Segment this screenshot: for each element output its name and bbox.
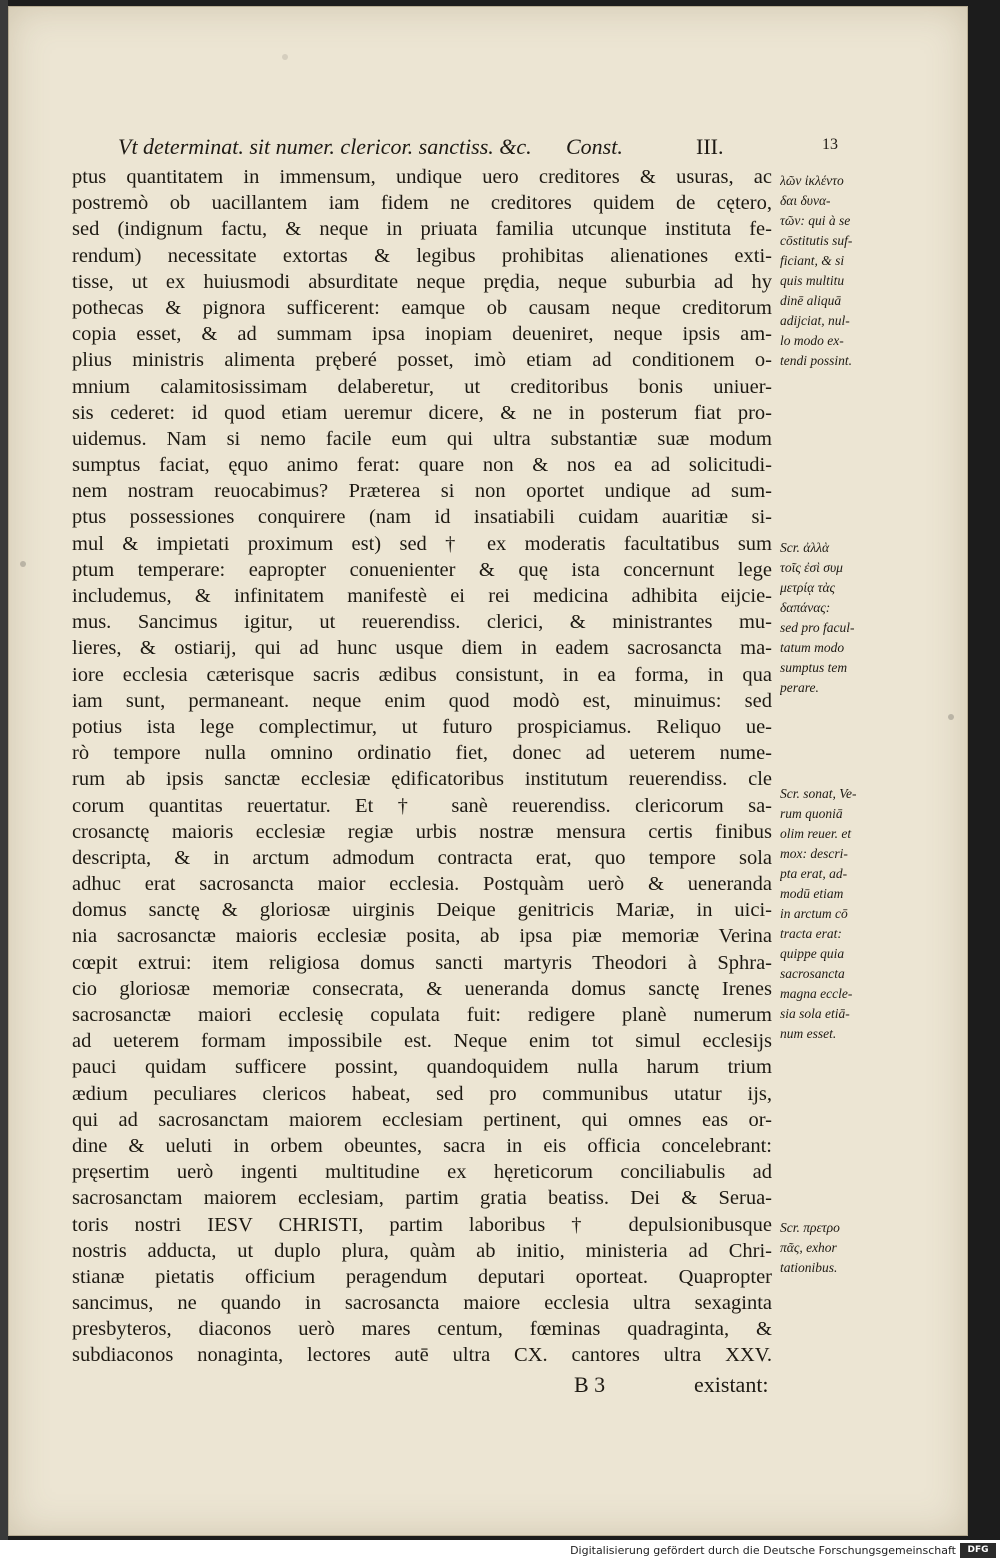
paper-stain — [282, 54, 288, 60]
dfg-logo: DFG — [960, 1543, 996, 1558]
text-line: stianæ pietatis officium peragendum deputari oporteat. Quapropter — [72, 1265, 772, 1288]
margin-note-line: δαι δυνα- — [780, 193, 831, 208]
margin-note-line: cōstitutis suf- — [780, 233, 853, 248]
margin-note-group-4 — [780, 1218, 890, 1278]
text-line: nostris adducta, ut duplo plura, quàm ab initio, ministeria ad Chri- — [72, 1239, 772, 1262]
text-line: pręsertim uerò ingenti multitudine ex hęreticorum conciliabulis ad — [72, 1161, 772, 1184]
text-line: subdiaconos nonaginta, lectores autē ultra CX. cantores ultra XXV. — [72, 1344, 772, 1367]
text-line: presbyteros, diaconos uerò mares centum, fœminas quadraginta, & — [72, 1318, 772, 1341]
margin-note-line: olim reuer. et — [780, 826, 852, 841]
margin-note-line: lo modo ex- — [780, 333, 844, 348]
margin-note-line: in arctum cō — [780, 906, 848, 921]
text-line: uidemus. Nam si nemo facile eum qui ultra substantiæ suæ modum — [72, 427, 772, 450]
text-line: pauci quidam sufficere possint, quandoquidem nulla harum trium — [72, 1056, 772, 1079]
margin-note-line: tatum modo — [780, 640, 845, 655]
margin-note-line: tendi possint. — [780, 353, 853, 368]
text-line: mul & impietati proximum est) sed † ex moderatis facultatibus sum — [72, 532, 772, 555]
text-line: sed (indignum factu, & neque in priuata familia utcunque instituta fe- — [72, 218, 772, 241]
text-line: iore ecclesia cæterisque sacris ædibus consistunt, in ea forma, in qua — [72, 663, 772, 686]
paper-stain — [948, 714, 954, 720]
signature-mark: B 3 — [574, 1372, 606, 1397]
catchword-line — [574, 1372, 804, 1402]
catchword: existant: — [694, 1372, 769, 1397]
margin-note-line: quippe quia — [780, 946, 845, 961]
text-line: pothecas & pignora sufficerent: eamque ob causam neque creditorum — [72, 296, 772, 319]
text-line: includemus, & infinitatem manifestè ei rei medicina adhibita eijcie- — [72, 585, 772, 607]
margin-note-line: pta erat, ad- — [780, 866, 848, 881]
text-line: sacrosanctæ maiori ecclesię copulata fuit: redigere planè numerum — [72, 1004, 772, 1026]
page-number: 13 — [822, 136, 838, 153]
margin-note-line: tracta erat: — [780, 926, 842, 941]
text-line: sacrosanctam maiorem ecclesiam, partim gratia beatiss. Dei & Serua- — [72, 1187, 772, 1210]
text-line: nem nostram reuocabimus? Præterea si non oportet undique ad sum- — [72, 480, 772, 503]
text-line: ptus possessiones conquirere (nam id insatiabili cuidam auaritiæ si- — [72, 506, 772, 529]
margin-note-line: magna eccle- — [780, 986, 853, 1001]
text-line: plius ministris alimenta pręberé posset, imò etiam ad conditionem o- — [72, 349, 772, 372]
text-line: dine & ueluti in orbem obeuntes, sacra in eis officia concelebrant: — [72, 1134, 772, 1157]
text-line: rò tempore nulla omnino ordinatio fiet, donec ad ueterem nume- — [72, 742, 772, 765]
paper-stain — [20, 561, 26, 567]
text-line: postremò ob uacillantem iam fidem ne creditores quidem de cętero, — [72, 192, 772, 215]
margin-note-line: rum quoniā — [780, 806, 843, 821]
text-line: cio gloriosæ memoriæ consecrata, & ueneranda domus sanctę Irenes — [72, 977, 772, 1000]
text-line: lieres, & ostiarij, qui ad hunc usque diem in eadem sacrosancta ma- — [72, 637, 772, 660]
margin-note-line: Scr. ἀλλὰ — [780, 540, 830, 555]
text-line: ad ueterem formam impossibile est. Neque enim tot simul ecclesijs — [72, 1030, 772, 1053]
text-line: rendum) necessitate extortas & legibus prohibitas alienationes exti- — [72, 244, 772, 267]
margin-note-line: λῶν ἰκλέντο — [780, 173, 844, 188]
text-line: potius ista lege complectimur, ut futuro prospiciamus. Reliquo ue- — [72, 715, 772, 738]
text-line: cœpit extrui: item religiosa domus sancti martyris Theodori à Sphra- — [72, 951, 772, 974]
text-line: ptum temperare: eapropter conuenienter & quę ista concernunt lege — [72, 558, 772, 581]
footer-credit: Digitalisierung gefördert durch die Deutsche Forschungsgemeinschaft — [570, 1544, 956, 1557]
text-line: crosanctę maioris ecclesiæ regiæ urbis nostræ mensura certis finibus — [72, 820, 772, 843]
text-line: descripta, & in arctum admodum contracta erat, quo tempore sola — [72, 846, 772, 869]
text-line: mus. Sancimus igitur, ut reuerendiss. clerici, & ministrantes mu- — [72, 611, 772, 634]
text-line: sis cederet: id quod etiam ueremur dicere, & ne in posterum fiat pro- — [72, 401, 772, 424]
margin-note-line: δαπάνας: — [780, 600, 831, 615]
text-line: adhuc erat sacrosancta maior ecclesia. Postquàm uerò & ueneranda — [72, 873, 772, 896]
margin-note-line: num esset. — [780, 1026, 837, 1041]
margin-note-group-2 — [780, 538, 890, 698]
text-line: nia sacrosanctæ maioris ecclesiæ posita, ab ipsa piæ memoriæ Verina — [72, 925, 772, 948]
text-line: qui ad sacrosanctam maiorem ecclesiam pertinent, qui omnes eas or- — [72, 1108, 772, 1131]
main-text — [72, 164, 772, 1369]
text-line: ædium peculiares clericos habeat, sed pro communibus utatur ijs, — [72, 1082, 772, 1105]
margin-note-line: modū etiam — [780, 886, 844, 901]
margin-note-line: mox: descri- — [780, 846, 848, 861]
margin-note-line: Scr. πρετρο — [780, 1220, 840, 1235]
text-line: tisse, ut ex huiusmodi absurditate neque prędia, neque suburbia ad hy — [72, 270, 772, 293]
text-line: sancimus, ne quando in sacrosancta maiore ecclesia ultra sexaginta — [72, 1292, 772, 1315]
margin-note-line: sumptus tem — [780, 660, 848, 675]
text-line: corum quantitas reuertatur. Et † sanè reuerendiss. clericorum sa- — [72, 794, 772, 817]
scan-edge — [0, 0, 8, 1545]
margin-note-group-3 — [780, 784, 890, 1044]
margin-note-line: τοῖς ἐσὶ συμ — [780, 560, 843, 575]
text-line: ptus quantitatem in immensum, undique uero creditores & usuras, ac — [72, 166, 772, 188]
text-line: toris nostri IESV CHRISTI, partim laboribus † depulsionibusque — [72, 1213, 772, 1236]
footer-bar — [0, 1540, 1000, 1562]
margin-note-line: quis multitu — [780, 273, 845, 288]
running-head-const-number: III. — [696, 134, 724, 159]
margin-note-group-1 — [780, 171, 890, 371]
running-head-title: Vt determinat. sit numer. clericor. sanctiss. &c. — [118, 134, 532, 159]
margin-note-line: πᾶς, exhor — [780, 1240, 837, 1255]
text-line: sumptus faciat, ęquo animo ferat: quare non & nos ea ad solicitudi- — [72, 454, 772, 477]
margin-note-line: sia sola etiā- — [780, 1006, 850, 1021]
margin-note-line: Scr. sonat, Ve- — [780, 786, 857, 801]
margin-note-line: sed pro facul- — [780, 620, 855, 635]
text-line: rum ab ipsis sanctæ ecclesiæ ędificatoribus institutum reuerendiss. cle — [72, 768, 772, 791]
text-line: iam sunt, permaneant. neque enim quod modò est, minuimus: sed — [72, 689, 772, 712]
running-head — [118, 134, 838, 164]
book-page — [8, 6, 968, 1536]
margin-note-line: adijciat, nul- — [780, 313, 850, 328]
margin-note-line: perare. — [780, 680, 819, 695]
margin-note-line: τῶν: qui à se — [780, 213, 851, 228]
text-line: mnium calamitosissimam delaberetur, ut creditoribus bonis uniuer- — [72, 375, 772, 398]
margin-note-line: μετρίᾳ τὰς — [780, 580, 836, 595]
margin-note-line: ficiant, & si — [780, 253, 845, 268]
text-line: copia esset, & ad summam ipsa inopiam deueniret, neque ipsis am- — [72, 323, 772, 346]
text-line: domus sanctę & gloriosæ uirginis Deique genitricis Mariæ, in uici- — [72, 899, 772, 922]
margin-note-line: tationibus. — [780, 1260, 838, 1275]
running-head-const: Const. — [566, 134, 623, 159]
margin-note-line: dinē aliquā — [780, 293, 842, 308]
margin-note-line: sacrosancta — [780, 966, 845, 981]
